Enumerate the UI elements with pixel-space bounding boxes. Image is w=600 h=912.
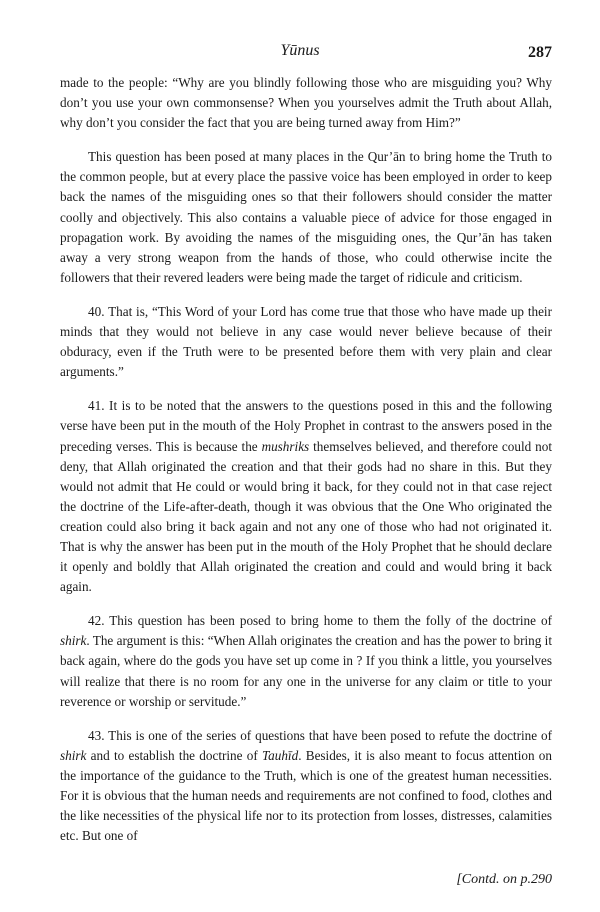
italic-term: Tauhīd [262,747,299,763]
text-run: made to the people: “Why are you blindly following those who are misguiding you? Why don’t you use your own commonsense? When you yourselves admit the Truth about Allah, why don’t you consider the fact that you are being turned away from Him?” [60,75,552,131]
continuation-note: [Contd. on p.290 [456,872,552,887]
italic-term: mushriks [261,438,310,454]
text-run: and to establish the doctrine of [86,747,263,763]
paragraph [60,611,552,711]
text-run: 42. This question has been posed to bring home to them the folly of the doctrine of [88,613,552,629]
text-run: 41. It is to be noted that the answers to the questions posed in this and the following verse have been put in the mouth of the Holy Prophet in contrast to the answers posed in the preceding verses. This is because the [60,398,552,454]
running-title: Yūnus [280,42,320,59]
text-run: 43. This is one of the series of questions that have been posed to refute the doctrine of [88,727,552,743]
paragraph [60,147,552,288]
paragraph [60,726,552,847]
paragraph [60,73,552,133]
text-run: This question has been posed at many places in the Qur’ān to bring home the Truth to the common people, but at every place the passive voice has been employed in order to keep back the names of the misguiding ones so that their followers should consider the matter coolly and objectively. This also contains a valuable piece of advice for those engaged in propagation work. By avoiding the names of the misguiding ones, the Qur’ān has taken away a very strong weapon from the hands of those, who could otherwise incite the followers that their revered leaders were being made the target of ridicule and criticism. [60,149,552,285]
text-run: . Besides, it is also meant to focus attention on the importance of the guidance to the Truth, which is one of the greatest human necessities. For it is obvious that the human needs and requirements are not confined to food, clothes and the like necessities of the physical life nor to its protection from losses, distresses, calamities etc. But one of [60,747,552,844]
text-run: 40. That is, “This Word of your Lord has come true that those who have made up their minds that they would not believe in any case would never believe because of their obduracy, even if the Truth were to be presented before them with very plain and clear arguments.” [60,303,552,380]
body-text [60,73,552,860]
italic-term: shirk [60,633,87,649]
paragraph [60,396,552,597]
italic-term: shirk [60,747,87,763]
text-run: . The argument is this: “When Allah originates the creation and has the power to bring it back again, where do the gods you have set up come in ? If you think a little, you yourselves will realize that there is no room for any one in the universe for any claim or title to your reverence or worship or servitude.” [60,633,552,709]
page-number: 287 [528,44,552,61]
text-run: themselves believed, and therefore could not deny, that Allah originated the creation and that their gods had no share in this. But they would not admit that He could or would bring it back, for they could not in that case reject the doctrine of the Life-after-death, though it was obvious that the One Who originated the creation could also bring it back again and not any one of those who had not originated it. That is why the answer has been put in the mouth of the Holy Prophet that he should declare it openly and boldly that Allah originated the creation and could and would bring it back again. [60,438,552,595]
paragraph [60,302,552,382]
